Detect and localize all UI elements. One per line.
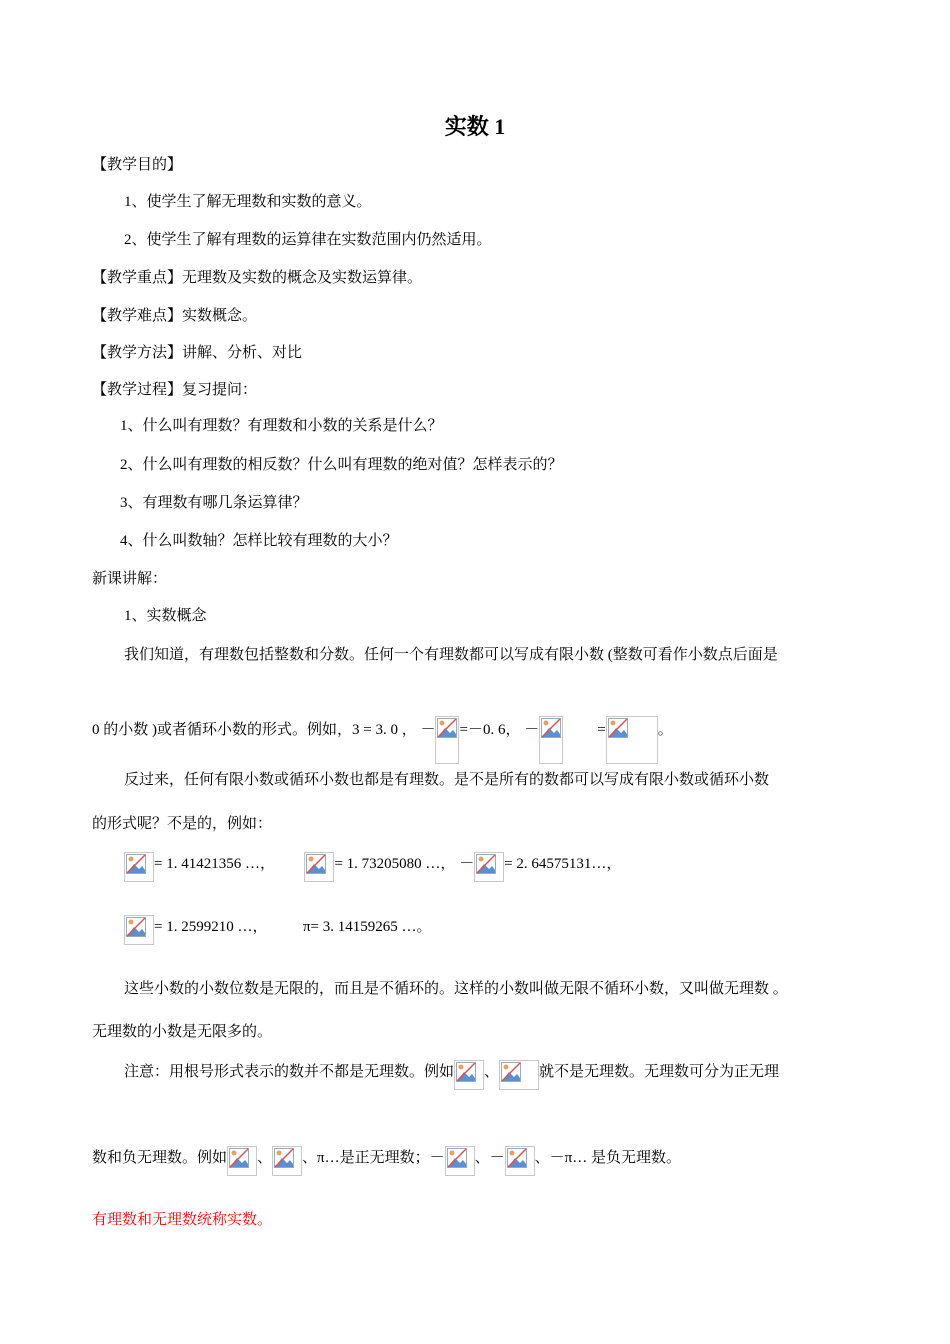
text-segment: =－0. 6， <box>459 722 521 738</box>
paragraph-2-line-1: 反过来，任何有限小数或循环小数也都是有理数。是不是所有的数都可以写成有限小数或循环小数 <box>124 772 770 788</box>
minus-sign: － <box>420 722 436 738</box>
objective-item-2: 2、使学生了解有理数的运算律在实数范围内仍然适用。 <box>124 232 492 248</box>
note-line-1 <box>124 1060 779 1090</box>
question-3: 3、有理数有哪几条运算律？ <box>120 495 308 511</box>
text-segment: 注意：用根号形式表示的数并不都是无理数。例如 <box>124 1064 455 1080</box>
paragraph-3-line-2: 无理数的小数是无限多的。 <box>92 1024 273 1040</box>
conclusion: 有理数和无理数统称实数。 <box>92 1212 273 1228</box>
text-segment: 。 <box>657 722 673 738</box>
paragraph-1-line-2 <box>92 716 673 764</box>
broken-image-icon <box>445 1146 475 1176</box>
broken-image-icon <box>505 1146 535 1176</box>
separator: 、 <box>257 1150 273 1166</box>
page-title: 实数 1 <box>444 114 506 139</box>
text-segment: 、－ <box>474 1150 505 1166</box>
examples-row-1 <box>124 852 621 882</box>
note-line-2 <box>92 1146 681 1176</box>
paragraph-1-line-1: 我们知道，有理数包括整数和分数。任何一个有理数都可以写成有限小数 (整数可看作小数点后面是 <box>124 647 778 663</box>
text-segment: 就不是无理数。无理数可分为正无理 <box>539 1064 780 1080</box>
broken-image-icon <box>474 852 504 882</box>
text-segment: 数和负无理数。例如 <box>92 1150 228 1166</box>
key-point: 【教学重点】无理数及实数的概念及实数运算律。 <box>92 270 423 286</box>
broken-image-icon <box>124 852 154 882</box>
question-2: 2、什么叫有理数的相反数？什么叫有理数的绝对值？怎样表示的？ <box>120 457 563 473</box>
example-sqrt2: = 1. 41421356 …， <box>154 856 275 872</box>
difficulty: 【教学难点】实数概念。 <box>92 308 258 324</box>
question-1: 1、什么叫有理数？有理数和小数的关系是什么？ <box>120 418 443 434</box>
example-pi: π= 3. 14159265 …。 <box>302 919 432 935</box>
objectives-heading: 【教学目的】 <box>92 157 183 173</box>
broken-image-icon <box>454 1060 484 1090</box>
new-lesson-heading: 新课讲解： <box>92 571 168 587</box>
examples-row-2 <box>124 915 432 945</box>
section-heading: 1、实数概念 <box>124 608 207 624</box>
broken-image-icon <box>435 716 459 764</box>
paragraph-2-line-2: 的形式呢？不是的，例如： <box>92 816 273 832</box>
text-segment: 0 的小数 )或者循环小数的形式。例如，3 = 3. 0 ， <box>92 722 417 738</box>
broken-image-icon <box>304 852 334 882</box>
broken-image-icon <box>272 1146 302 1176</box>
example-sqrt7: = 2. 64575131…， <box>504 856 622 872</box>
objective-item-1: 1、使学生了解无理数和实数的意义。 <box>124 194 372 210</box>
broken-image-icon <box>606 716 658 764</box>
text-segment: 、π…是正无理数；－ <box>302 1150 445 1166</box>
text-segment: = <box>597 722 606 738</box>
paragraph-3-line-1: 这些小数的小数位数是无限的，而且是不循环的。这样的小数叫做无限不循环小数，又叫做无理数 。 <box>124 981 788 997</box>
broken-image-icon <box>499 1060 539 1090</box>
minus-sign: － <box>524 722 540 738</box>
teaching-process: 【教学过程】复习提问： <box>92 382 258 398</box>
broken-image-icon <box>539 716 563 764</box>
example-sqrt3: = 1. 73205080 …， <box>334 856 456 872</box>
teaching-method: 【教学方法】讲解、分析、对比 <box>92 345 303 361</box>
example-cbrt2: = 1. 2599210 …， <box>154 919 268 935</box>
broken-image-icon <box>227 1146 257 1176</box>
broken-image-icon <box>124 915 154 945</box>
minus-sign: － <box>459 856 475 872</box>
text-segment: 、－π… 是负无理数。 <box>534 1150 681 1166</box>
question-4: 4、什么叫数轴？怎样比较有理数的大小？ <box>120 533 398 549</box>
separator: 、 <box>484 1064 500 1080</box>
